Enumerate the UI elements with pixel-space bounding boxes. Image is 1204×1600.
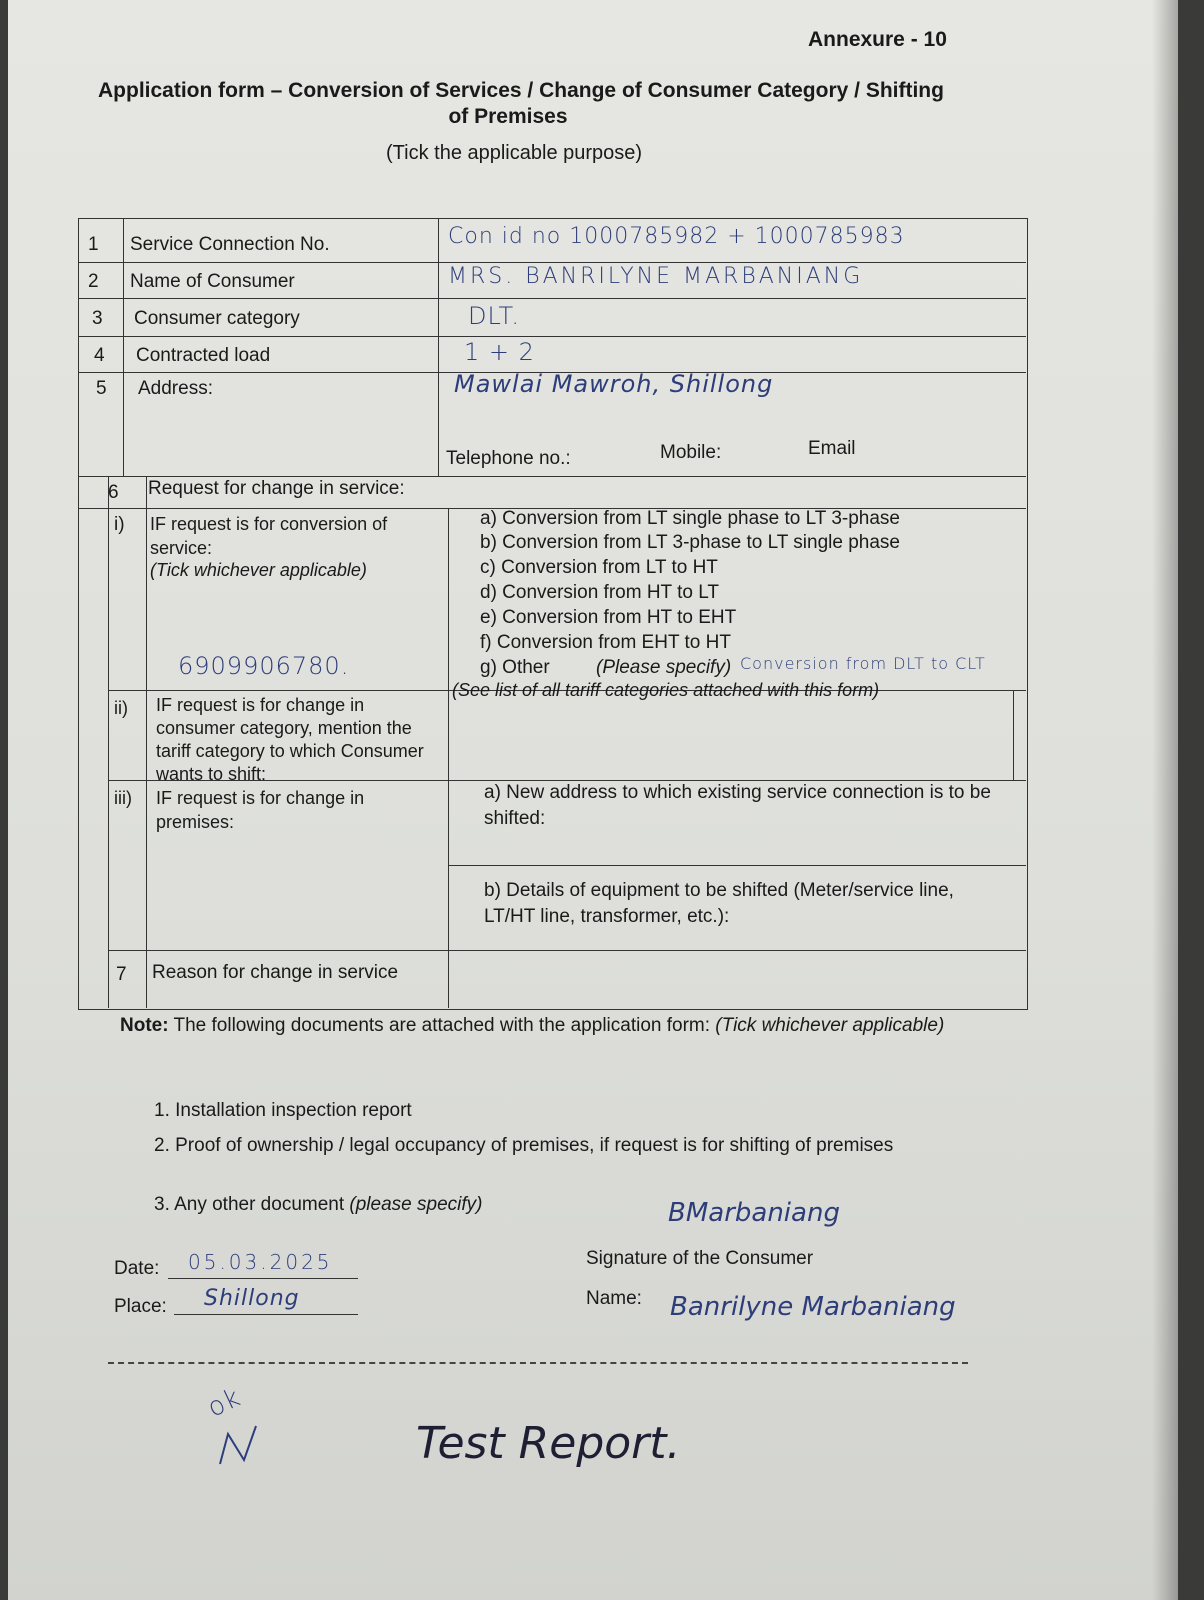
- row6i-label: IF request is for conversion of service:: [150, 514, 388, 558]
- consumer-category-value: DLT.: [468, 302, 520, 330]
- row7-label: Reason for change in service: [152, 962, 399, 983]
- test-report-note: Test Report.: [416, 1418, 681, 1469]
- option-c[interactable]: c) Conversion from LT to HT: [480, 557, 718, 578]
- note-lead: Note:: [120, 1015, 169, 1036]
- row1-num: 1: [88, 234, 99, 255]
- consumer-signature: BMarbaniang: [668, 1198, 840, 1228]
- date-underline: [168, 1278, 358, 1279]
- date-label: Date:: [114, 1258, 160, 1279]
- document-item-3-hint: (please specify): [349, 1194, 483, 1215]
- row6iii-num: iii): [114, 788, 132, 808]
- application-form-page: [8, 0, 1178, 1600]
- col-divider: [123, 218, 124, 476]
- row6iii-label: IF request is for change in premises:: [156, 788, 365, 832]
- signature-label: Signature of the Consumer: [586, 1248, 814, 1269]
- form-title: [98, 78, 958, 130]
- title-line-1: Application form – Conversion of Services / Change of Consumer Category / Shifting: [98, 79, 944, 102]
- row4-num: 4: [94, 345, 105, 366]
- row5-num: 5: [96, 378, 107, 399]
- option-f[interactable]: f) Conversion from EHT to HT: [480, 632, 731, 653]
- premises-option-a[interactable]: a) New address to which existing service connection is to be shifted:: [484, 782, 991, 829]
- initial-mark: [214, 1420, 264, 1470]
- row6ii-label: IF request is for change in consumer category, mention the tariff category to which Consumer wants to shift:: [156, 695, 424, 784]
- row-divider: [78, 262, 1026, 263]
- consumer-name-value: MRS. BANRILYNE MARBANIANG: [448, 264, 864, 289]
- row6-num: 6: [108, 482, 119, 503]
- annexure-label: Annexure - 10: [808, 28, 947, 51]
- contracted-load-value: 1 + 2: [464, 338, 535, 366]
- row-divider: [108, 950, 1026, 951]
- row5-label: Address:: [138, 378, 213, 399]
- option-g[interactable]: g) Other: [480, 657, 550, 678]
- option-b[interactable]: b) Conversion from LT 3-phase to LT single phase: [480, 532, 900, 553]
- documents-note: [120, 1012, 970, 1040]
- address-value: Mawlai Mawroh, Shillong: [454, 370, 774, 398]
- document-item[interactable]: [154, 1194, 482, 1216]
- handwritten-phone: 6909906780.: [178, 652, 350, 680]
- option-a[interactable]: a) Conversion from LT single phase to LT 3-phase: [480, 508, 900, 529]
- tariff-list-note: (See list of all tariff categories attached with this form): [452, 680, 880, 700]
- row6-label: Request for change in service:: [148, 478, 405, 499]
- option-e[interactable]: e) Conversion from HT to EHT: [480, 607, 737, 628]
- page-edge-shadow: [1152, 0, 1178, 1600]
- note-text: The following documents are attached with the application form:: [168, 1015, 716, 1036]
- row7-num: 7: [116, 964, 127, 985]
- option-g-hint: (Please specify): [596, 657, 732, 678]
- note-italic: (Tick whichever applicable): [715, 1015, 945, 1036]
- col-divider: [448, 508, 449, 1008]
- document-item[interactable]: 2. Proof of ownership / legal occupancy of premises, if request is for shifting of premises: [154, 1135, 894, 1156]
- service-connection-value: Con id no 1000785982 + 1000785983: [448, 224, 905, 249]
- mobile-label: Mobile:: [660, 442, 722, 463]
- telephone-label: Telephone no.:: [446, 448, 571, 469]
- option-g-handwritten: Conversion from DLT to CLT: [740, 654, 986, 673]
- email-label: Email: [808, 438, 856, 459]
- form-subtitle: (Tick the applicable purpose): [386, 142, 643, 164]
- place-value: Shillong: [204, 1286, 300, 1311]
- row-divider: [448, 865, 1026, 866]
- row-divider: [78, 336, 1026, 337]
- name-label: Name:: [586, 1288, 642, 1309]
- row4-label: Contracted load: [136, 345, 271, 366]
- col-divider: [146, 476, 147, 1008]
- option-d[interactable]: d) Conversion from HT to LT: [480, 582, 719, 603]
- date-value: 05.03.2025: [188, 1250, 333, 1274]
- document-item[interactable]: 1. Installation inspection report: [154, 1100, 412, 1121]
- row6i-hint: (Tick whichever applicable): [150, 560, 367, 580]
- consumer-name-handwritten: Banrilyne Marbaniang: [670, 1292, 956, 1322]
- row3-num: 3: [92, 308, 103, 329]
- dashed-separator: [108, 1362, 968, 1364]
- col-divider: [438, 218, 439, 476]
- row-divider: [78, 476, 1026, 477]
- place-underline: [174, 1314, 358, 1315]
- row-divider: [78, 298, 1026, 299]
- ok-mark: ok: [203, 1382, 246, 1424]
- col-divider: [108, 476, 109, 1008]
- title-line-2: of Premises: [448, 105, 568, 128]
- row1-label: Service Connection No.: [130, 234, 330, 255]
- row2-num: 2: [88, 271, 99, 292]
- row6i-num: i): [114, 514, 125, 535]
- col-divider: [1013, 690, 1014, 780]
- place-label: Place:: [114, 1296, 167, 1317]
- row2-label: Name of Consumer: [130, 271, 295, 292]
- row3-label: Consumer category: [134, 308, 300, 329]
- premises-option-b[interactable]: b) Details of equipment to be shifted (Meter/service line, LT/HT line, transformer, etc.):: [484, 880, 954, 927]
- document-item-3: 3. Any other document: [154, 1194, 345, 1215]
- row6ii-num: ii): [114, 698, 128, 718]
